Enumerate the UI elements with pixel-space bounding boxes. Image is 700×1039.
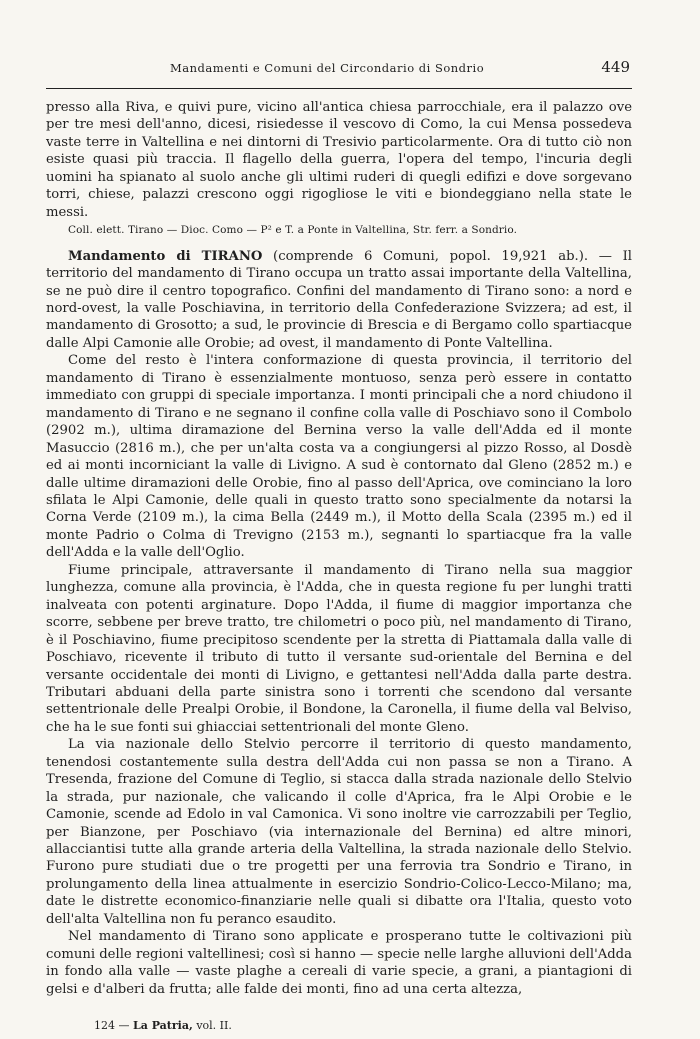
footer-title: La Patria, xyxy=(133,1019,193,1032)
page-header xyxy=(170,58,630,82)
running-head: Mandamenti e Comuni del Circondario di Sondrio xyxy=(170,61,485,75)
footer-volume: vol. II. xyxy=(196,1019,232,1032)
paragraph-5: La via nazionale dello Stelvio percorre il territorio di questo mandamento, tenendosi costantemente sulla destra dell'Adda cui non passa se non a Tirano. A Tresenda, frazione del Comune di Teglio, si stacca dalla strada nazionale dello Stelvio la strada, pur nazionale, che valicando il colle d'Aprica, fra le Alpi Orobie e le Camonie, scende ad Edolo in val Camonica. Vi sono inoltre vie carrozzabili per Teglio, per Bianzone, per Poschiavo (via internazionale del Bernina) ed altre minori, allacciantisi tutte alla grande arteria della Valtellina, la strada nazionale dello Stelvio. Furono pure studiati due o tre progetti per una ferrovia tra Sondrio e Tirano, in prolungamento della linea attualmente in esercizio Sondrio-Colico-Lecco-Milano; ma, date le distrette economico-finanziarie nelle quali si dibatte ora l'Italia, questo voto dell'alta Valtellina non fu peranco esaudito. xyxy=(46,737,632,927)
page-footer xyxy=(94,1019,232,1032)
paragraph-1: presso alla Riva, e quivi pure, vicino all'antica chiesa parrocchiale, era il palazzo ove per tre mesi dell'anno, dicesi, risiedesse il vescovo di Como, la cui Mensa possedeva vaste terre in Valtellina e nei dintorni di Tresivio particolarmente. Ora di tutto ciò non esiste quasi più traccia. Il flagello della guerra, l'opera del tempo, l'incuria degli uomini ha spianato al suolo anche gli ultimi ruderi di quegli edifizi e dove sorgevano torri, chiese, palazzi crescono oggi rigogliose le viti e biondeggiano nella state le messi. xyxy=(46,100,632,220)
page-number: 449 xyxy=(601,58,630,76)
section-title: Mandamento di TIRANO xyxy=(68,248,263,264)
paragraph-2 xyxy=(46,248,632,353)
paragraph-4: Fiume principale, attraversante il mandamento di Tirano nella sua maggior lunghezza, comune alla provincia, è l'Adda, che in questa regione fu per lunghi tratti inalveata con potenti arginature. Dopo l'Adda, il fiume di maggior importanza che scorre, sebbene per breve tratto, tre chilometri o poco più, nel mandamento di Tirano, è il Poschiavino, fiume precipitoso scendente per la stretta di Piattamala dalla valle di Poschiavo, ricevente il tributo di tutto il versante sud-orientale del Bernina e del versante occidentale dei monti di Livigno, e gettantesi nell'Adda dalla parte destra. Tributari abduani della parte sinistra sono i torrenti che scendono dal versante settentrionale delle Prealpi Orobie, il Bondone, la Caronella, il fiume della val Belviso, che ha le sue fonti sui ghiacciai settentrionali del monte Gleno. xyxy=(46,562,632,735)
paragraph-6: Nel mandamento di Tirano sono applicate e prosperano tutte le coltivazioni più comuni delle regioni valtellinesi; così si hanno — specie nelle larghe alluvioni dell'Adda in fondo alla valle — vaste plaghe a cereali di varie specie, a grani, a piantagioni di gelsi e d'alberi da frutta; alle falde dei monti, fino ad una certa altezza, xyxy=(46,929,632,997)
paragraph-2-text: (comprende 6 Comuni, popol. 19,921 ab.). — Il territorio del mandamento di Tirano occupa un tratto assai importante della Valtellina, se ne può dire il centro topografico. Confini del mandamento di Tirano sono: a nord e nord-ovest, la valle Poschiavina, in territorio della Confederazione Svizzera; ad est, il mandamento di Grosotto; a sud, le provincie di Brescia e di Bergamo collo spartiacque dalle Alpi Camonie alle Orobie; ad ovest, il mandamento di Ponte Valtellina. xyxy=(46,248,633,351)
paragraph-3: Come del resto è l'intera conformazione di questa provincia, il territorio del mandamento di Tirano è essenzialmente montuoso, senza però essere in contatto immediato con gruppi di speciale importanza. I monti principali che a nord chiudono il mandamento di Tirano e ne segnano il confine colla valle di Poschiavo sono il Combolo (2902 m.), ultima diramazione del Bernina verso la valle dell'Adda ed il monte Masuccio (2816 m.), che per un'alta costa va a congiungersi al pizzo Rosso, al Dosdè ed ai monti incorniciant la valle di Livigno. A sud è contornato dal Gleno (2852 m.) e dalle ultime diramazioni delle Orobie, fino al passo dell'Aprica, ove cominciano la loro sfilata le Alpi Camonie, delle quali in questo tratto sono specialmente da notarsi la Corna Verde (2109 m.), la cima Bella (2449 m.), il Motto della Scala (2395 m.) ed il monte Padrio o Colma di Trevigno (2153 m.), segnanti lo spartiacque fra la valle dell'Adda e la valle dell'Oglio. xyxy=(46,353,632,561)
body-text xyxy=(46,99,632,998)
header-rule xyxy=(46,88,632,89)
footer-signature: 124 — xyxy=(94,1019,130,1032)
citation-line: Coll. elett. Tirano — Dioc. Como — P² e T. a Ponte in Valtellina, Str. ferr. a Sondrio. xyxy=(68,224,518,237)
